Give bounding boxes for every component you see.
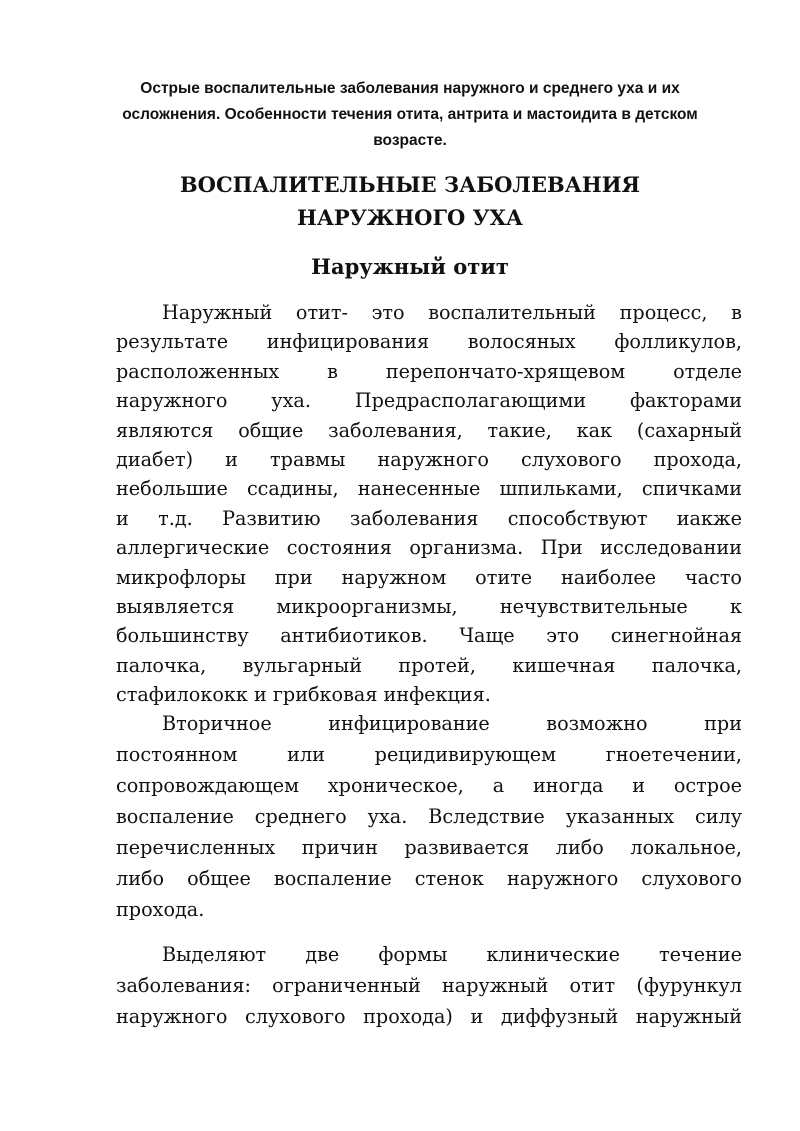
text-line: являются общие заболевания, такие, как (сахарный (116, 418, 742, 442)
text-line: и т.д. Развитию заболевания способствуют иакже (116, 506, 742, 530)
text-line: Выделяют две формы клинические течение (162, 943, 742, 966)
text-line: воспаление среднего уха. Вследствие указанных силу (116, 805, 742, 828)
text-line: расположенных в перепончато-хрящевом отделе (116, 359, 742, 383)
text-line: прохода. (116, 898, 205, 921)
text-line: постоянном или рецидивирующем гноетечении, (116, 743, 742, 766)
text-line: либо общее воспаление стенок наружного слухового (116, 867, 742, 890)
text-line: микрофлоры при наружном отите наиболее часто (116, 565, 742, 589)
text-line: Наружный отит- это воспалительный процесс, в (162, 301, 742, 324)
text-line: аллергические состояния организма. При исследовании (116, 536, 742, 560)
text-line: Вторичное инфицирование возможно при (162, 712, 742, 735)
text-line: результате инфицирования волосяных фолликулов, (116, 330, 742, 354)
paragraph-clinical-forms (116, 939, 742, 1032)
section-heading: Наружный отит (311, 254, 509, 279)
text-line: стафилококк и грибковая инфекция. (116, 683, 491, 707)
text-line: палочка, вульгарный протей, кишечная палочка, (116, 653, 742, 677)
paragraph-otitis-definition (116, 298, 742, 710)
text-line: наружного уха. Предрасполагающими факторами (116, 389, 742, 413)
chapter-heading: ВОСПАЛИТЕЛЬНЫЕ ЗАБОЛЕВАНИЯ НАРУЖНОГО УХА (179, 172, 641, 230)
text-line: сопровождающем хроническое, а иногда и острое (116, 774, 742, 797)
text-line: небольшие ссадины, нанесенные шпильками, спичками (116, 477, 742, 501)
text-line: наружного слухового прохода) и диффузный наружный (116, 1005, 742, 1028)
text-line: перечисленных причин развивается либо локальное, (116, 836, 742, 859)
text-line: большинству антибиотиков. Чаще это синегнойная (116, 624, 742, 648)
text-line: заболевания: ограниченный наружный отит (фурункул (116, 974, 742, 997)
text-line: выявляется микроорганизмы, нечувствительные к (116, 595, 742, 619)
topic-title: Острые воспалительные заболевания наружного и среднего уха и их осложнения. Особенности течения отита, антрита и мастоидита в детском возрасте. (122, 80, 698, 149)
paragraph-secondary-infection (116, 708, 742, 925)
text-line: диабет) и травмы наружного слухового прохода, (116, 448, 742, 472)
